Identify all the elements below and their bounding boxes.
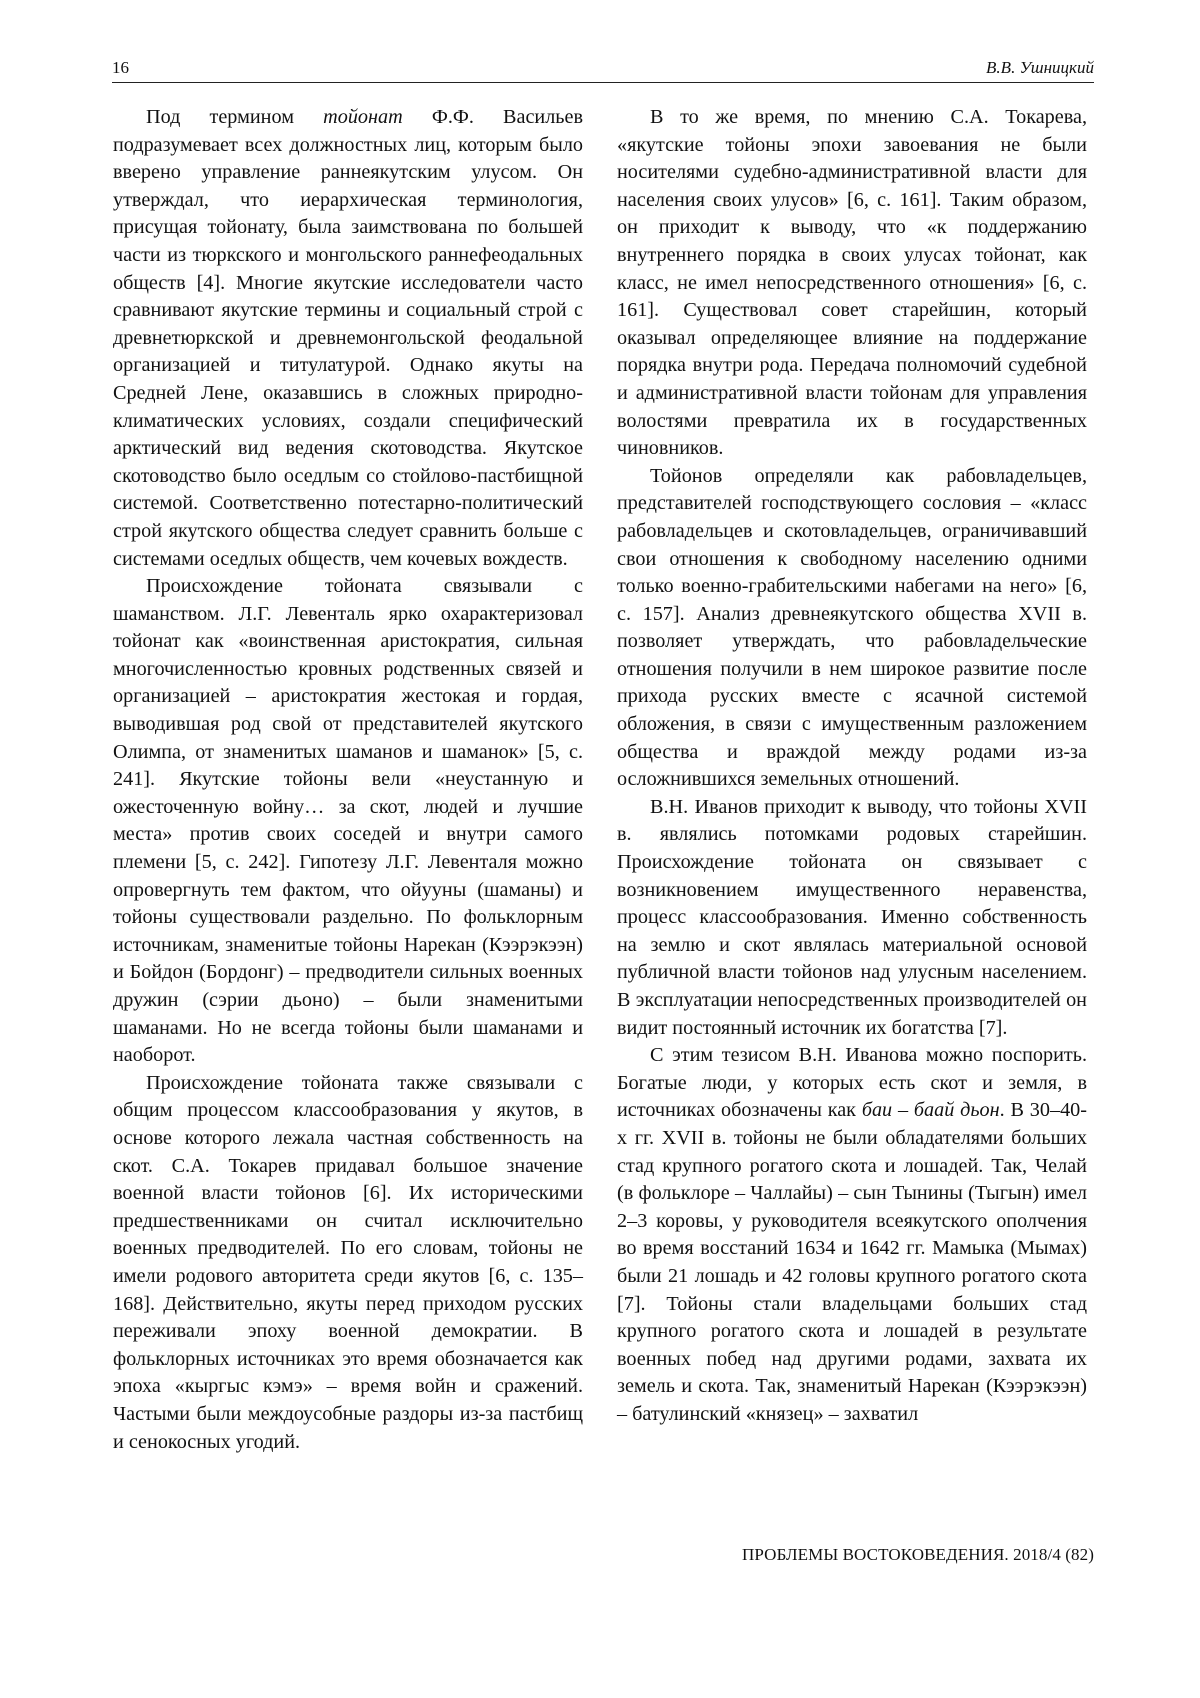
page-header xyxy=(112,58,1094,83)
italic-term: тойонат xyxy=(323,106,403,128)
running-head-author: В.В. Ушницкий xyxy=(986,58,1094,77)
right-column xyxy=(617,104,1087,1429)
page-number: 16 xyxy=(112,58,129,77)
journal-footer: ПРОБЛЕМЫ ВОСТОКОВЕДЕНИЯ. 2018/4 (82) xyxy=(742,1545,1094,1564)
italic-term: баи – баай дьон xyxy=(861,1099,1000,1122)
text-run: Под термином xyxy=(146,106,324,128)
text-run: Ф.Ф. Васильев подразумевает всех должностных лиц, которым было вверено управление раннеякутским улусом. Он утверждал, что иерархическая терминология, присущая тойонату, была заимствована по большей части из тюркского и монгольского раннефеодальных обществ [4]. Многие якутские исследователи часто сравнивают якутские термины и социальный строй с древнетюркской и древнемонгольской феодальной организацией и титулатурой. Однако якуты на Средней Лене, оказавшись в сложных природно-климатических условиях, создали специфический арктический вид ведения скотоводства. Якутское скотоводство было оседлым со стойлово-пастбищной системой. Соответственно потестарно-политический строй якутского общества следует сравнить больше с системами оседлых обществ, чем кочевых вождеств. xyxy=(113,106,583,570)
text-run: . В 30–40-х гг. XVII в. тойоны не были обладателями больших стад крупного рогатого скота и лошадей. Так, Челай (в фольклоре – Чаллайы) – сын Тынины (Тыгын) имел 2–3 коровы, у руководителя всеякутского ополчения во время восстаний 1634 и 1642 гг. Мамыка (Мымах) были 21 лошадь и 42 головы крупного рогатого скота [7]. Тойоны стали владельцами больших стад крупного рогатого скота и лошадей в результате военных побед над другими родами, захвата их земель и скота. Так, знаменитый Нарекан (Кээрэкээн) – батулинский «князец» – захватил xyxy=(617,1099,1087,1425)
paragraph: Происхождение тойоната связывали с шаманством. Л.Г. Левенталь ярко охарактеризовал тойонат как «воинственная аристократия, сильная многочисленностью кровных родственных связей и организацией – аристократия жестокая и гордая, выводившая род свой от представителей якутского Олимпа, от знаменитых шаманов и шаманок» [5, с. 241]. Якутские тойоны вели «неустанную и ожесточенную войну… за скот, людей и лучшие места» против своих соседей и внутри самого племени [5, с. 242]. Гипотезу Л.Г. Левенталя можно опровергнуть тем фактом, что ойууны (шаманы) и тойоны существовали раздельно. По фольклорным источникам, знаменитые тойоны Нарекан (Кээрэкээн) и Бойдон (Бордонг) – предводители сильных военных дружин (сэрии дьоно) – были знаменитыми шаманами. Но не всегда тойоны были шаманами и наоборот. xyxy=(113,575,583,1067)
paragraph: Происхождение тойоната также связывали с общим процессом классообразования у якутов, в основе которого лежала частная собственность на скот. С.А. Токарев придавал большое значение военной власти тойонов [6]. Их историческими предшественниками он считал исключительно военных предводителей. По его словам, тойоны не имели родового авторитета среди якутов [6, с. 135–168]. Действительно, якуты перед приходом русских переживали эпоху военной демократии. В фольклорных источниках это время обозначается как эпоха «кыргыс кэмэ» – время войн и сражений. Частыми были междоусобные раздоры из-за пастбищ и сенокосных угодий. xyxy=(113,1071,583,1453)
paragraph: В.Н. Иванов приходит к выводу, что тойоны XVII в. являлись потомками родовых старейшин. Происхождение тойоната он связывает с возникновением имущественного неравенства, процесс классообразования. Именно собственность на землю и скот являлась материальной основой публичной власти тойонов над улусным населением. В эксплуатации непосредственных производителей он видит постоянный источник их богатства [7]. xyxy=(617,795,1087,1039)
text-run: С этим тезисом В.Н. Иванова можно поспорить. Богатые люди, у которых есть скот и земля, в источниках обозначены как xyxy=(617,1044,1087,1122)
left-column xyxy=(113,104,583,1456)
paragraph xyxy=(113,104,583,573)
paragraph: В то же время, по мнению С.А. Токарева, «якутские тойоны эпохи завоевания не были носителями судебно-административной власти для населения своих улусов» [6, с. 161]. Таким образом, он приходит к выводу, что «к поддержанию внутреннего порядка в своих улусах тойонат, как класс, не имел непосредственного отношения» [6, с. 161]. Существовал совет старейшин, который оказывал определяющее влияние на поддержание порядка внутри рода. Передача полномочий судебной и административной власти тойонам для управления волостями превратила их в государственных чиновников. xyxy=(617,106,1087,460)
paragraph xyxy=(617,1042,1087,1428)
paragraph: Тойонов определяли как рабовладельцев, представителей господствующего сословия – «класс рабовладельцев и скотовладельцев, ограничивавший свои отношения к свободному населению одними только военно-грабительскими набегами на него» [6, с. 157]. Анализ древнеякутского общества XVII в. позволяет утверждать, что рабовладельческие отношения получили в нем широкое развитие после прихода русских вместе с ясачной системой обложения, в связи с имущественным разложением общества и враждой между родами из-за осложнившихся земельных отношений. xyxy=(617,464,1087,791)
